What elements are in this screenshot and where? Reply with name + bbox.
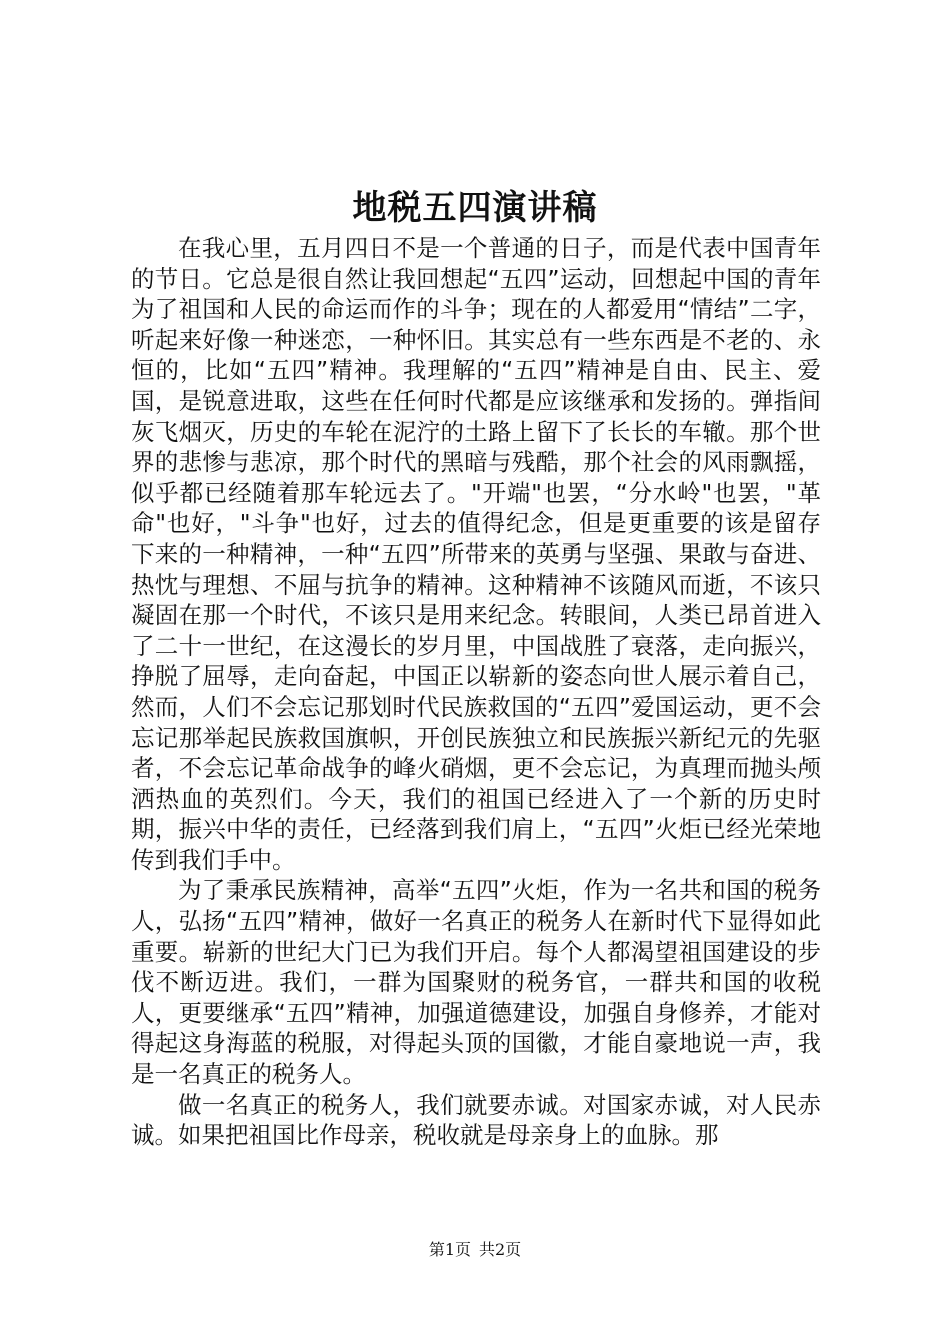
page-total: 共2页: [479, 1240, 522, 1259]
page-number: 第1页: [428, 1240, 471, 1259]
page-footer: [0, 1240, 950, 1260]
paragraph-2: 为了秉承民族精神，高举“五四”火炬，作为一名共和国的税务人，弘扬“五四”精神，做好一名真正的税务人在新时代下显得如此重要。崭新的世纪大门已为我们开启。每个人都渴望祖国建设的步伐不断迈进。我们，一群为国聚财的税务官，一群共和国的收税人，更要继承“五四”精神，加强道德建设，加强自身修养，才能对得起这身海蓝的税服，对得起头顶的国徽，才能自豪地说一声，我是一名真正的税务人。: [131, 876, 821, 1089]
paragraph-1: 在我心里，五月四日不是一个普通的日子，而是代表中国青年的节日。它总是很自然让我回想起“五四”运动，回想起中国的青年为了祖国和人民的命运而作的斗争；现在的人都爱用“情结”二字，听起来好像一种迷恋，一种怀旧。其实总有一些东西是不老的、永恒的，比如“五四”精神。我理解的“五四”精神是自由、民主、爱国，是锐意进取，这些在任何时代都是应该继承和发扬的。弹指间灰飞烟灭，历史的车轮在泥泞的土路上留下了长长的车辙。那个世界的悲惨与悲凉，那个时代的黑暗与残酷，那个社会的风雨飘摇，似乎都已经随着那车轮远去了。"开端"也罢，“分水岭"也罢，"革命"也好，"斗争"也好，过去的值得纪念，但是更重要的该是留存下来的一种精神，一种“五四”所带来的英勇与坚强、果敢与奋进、热忱与理想、不屈与抗争的精神。这种精神不该随风而逝，不该只凝固在那一个时代，不该只是用来纪念。转眼间，人类已昂首进入了二十一世纪，在这漫长的岁月里，中国战胜了衰落，走向振兴，挣脱了屈辱，走向奋起，中国正以崭新的姿态向世人展示着自己，然而，人们不会忘记那划时代民族救国的“五四”爱国运动，更不会忘记那举起民族救国旗帜，开创民族独立和民族振兴新纪元的先驱者，不会忘记革命战争的峰火硝烟，更不会忘记，为真理而抛头颅洒热血的英烈们。今天，我们的祖国已经进入了一个新的历史时期，振兴中华的责任，已经落到我们肩上，“五四”火炬已经光荣地传到我们手中。: [131, 234, 821, 874]
document-body: [131, 233, 821, 1151]
document-title: 地税五四演讲稿: [352, 188, 598, 228]
paragraph-3: 做一名真正的税务人，我们就要赤诚。对国家赤诚，对人民赤诚。如果把祖国比作母亲，税收就是母亲身上的血脉。那: [131, 1090, 821, 1150]
